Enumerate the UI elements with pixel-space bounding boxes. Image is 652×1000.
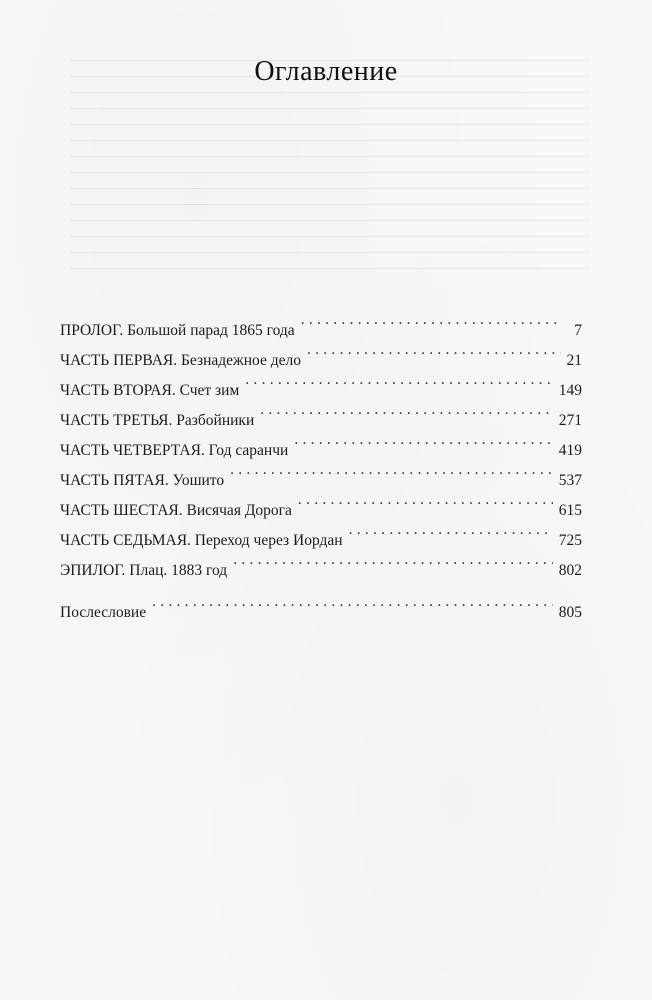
dot-leader [294, 425, 552, 455]
toc-entry-page: 802 [558, 562, 582, 579]
toc-entry-title: ЧАСТЬ ТРЕТЬЯ. Разбойники [60, 412, 255, 429]
toc-entry-page: 419 [558, 442, 582, 459]
dot-leader [233, 545, 553, 575]
toc-entry-title: ЧАСТЬ ВТОРАЯ. Счет зим [60, 382, 240, 399]
dot-leader [152, 587, 553, 617]
toc-entry-page: 7 [574, 322, 582, 339]
table-of-contents [60, 305, 582, 621]
toc-entry-title: ЧАСТЬ ПЕРВАЯ. Безнадежное дело [60, 352, 301, 369]
dot-leader [301, 305, 562, 335]
dot-leader [230, 455, 553, 485]
dot-leader [260, 395, 553, 425]
toc-entry-title: ЧАСТЬ ЧЕТВЕРТАЯ. Год саранчи [60, 442, 289, 459]
toc-entry-afterword [60, 587, 582, 621]
toc-entry-page: 271 [558, 412, 582, 429]
toc-entry-title: ПРОЛОГ. Большой парад 1865 года [60, 322, 295, 339]
toc-entry-title: ЭПИЛОГ. Плац. 1883 год [60, 562, 228, 579]
dot-leader [298, 485, 553, 515]
toc-entry-title: ЧАСТЬ ПЯТАЯ. Уошито [60, 472, 225, 489]
toc-entry-page: 805 [558, 604, 582, 621]
toc-entry-page: 149 [558, 382, 582, 399]
toc-entry-title: Послесловие [60, 604, 147, 621]
toc-entry-page: 21 [566, 352, 582, 369]
toc-entry-page: 615 [558, 502, 582, 519]
dot-leader [349, 515, 553, 545]
toc-entry-page: 537 [558, 472, 582, 489]
dot-leader [307, 335, 561, 365]
dot-leader [245, 365, 552, 395]
toc-entry-title: ЧАСТЬ ШЕСТАЯ. Висячая Дорога [60, 502, 292, 519]
toc-entry-page: 725 [558, 532, 582, 549]
toc-entry-title: ЧАСТЬ СЕДЬМАЯ. Переход через Иордан [60, 532, 343, 549]
bleed-through-text [70, 60, 590, 300]
toc-entry-prologue [60, 305, 582, 339]
page-title: Оглавление [254, 56, 398, 87]
